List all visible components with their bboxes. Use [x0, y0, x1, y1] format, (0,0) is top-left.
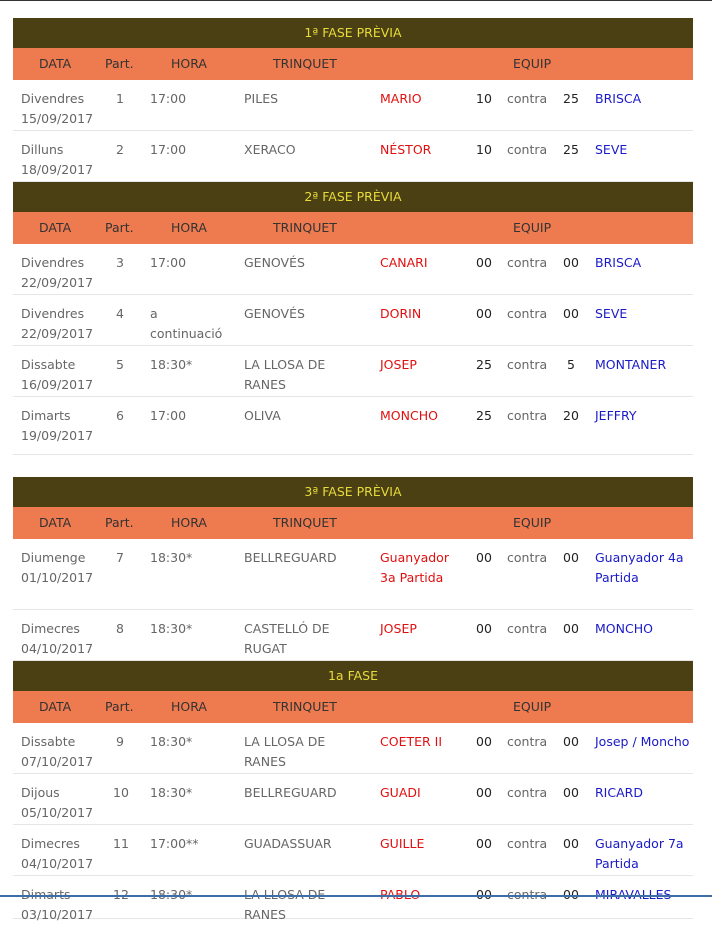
venue-cell: RANES: [244, 907, 286, 922]
time-cell: 17:00: [150, 408, 187, 423]
section-spacer: [13, 455, 693, 477]
versus-label: contra: [507, 255, 548, 270]
header-hora: HORA: [171, 56, 207, 71]
score-away: 5: [567, 357, 575, 372]
date-value: 18/09/2017: [21, 162, 94, 177]
score-away: 00: [563, 306, 579, 321]
table-row: [13, 610, 693, 661]
team-away: Guanyador 4a Partida: [595, 550, 684, 585]
time-cell: 17:00: [150, 142, 187, 157]
phase-title: 1a FASE: [13, 661, 693, 691]
date-value: 15/09/2017: [21, 111, 94, 126]
team-home: GUILLE: [380, 836, 425, 851]
score-away: 00: [563, 734, 579, 749]
versus-label: contra: [507, 785, 548, 800]
table-row: [13, 539, 693, 610]
table-row: [13, 723, 693, 774]
date-value: 01/10/2017: [21, 570, 94, 585]
score-home: 00: [476, 836, 492, 851]
table-row: [13, 244, 693, 295]
versus-label: contra: [507, 306, 548, 321]
time-cell: 17:00: [150, 91, 187, 106]
date-cell: [21, 304, 101, 344]
day-name: Dijous: [21, 785, 60, 800]
time-cell: 17:00: [150, 255, 187, 270]
versus-label: contra: [507, 91, 548, 106]
phase-title: 2ª FASE PRÈVIA: [13, 182, 693, 212]
header-equip: EQUIP: [513, 515, 552, 530]
time-cell: 18:30*: [150, 785, 193, 800]
team-home: DORIN: [380, 306, 422, 321]
date-cell: [21, 406, 101, 446]
versus-label: contra: [507, 836, 548, 851]
date-cell: [21, 253, 101, 293]
column-header: [13, 212, 693, 244]
header-data: DATA: [39, 56, 72, 71]
day-name: Dissabte: [21, 734, 76, 749]
date-value: 22/09/2017: [21, 275, 94, 290]
venue-cell: BELLREGUARD: [244, 550, 337, 565]
header-trinquet: TRINQUET: [273, 699, 337, 714]
column-header: [13, 691, 693, 723]
score-home: 10: [476, 91, 492, 106]
header-hora: HORA: [171, 515, 207, 530]
date-value: 04/10/2017: [21, 641, 94, 656]
header-part: Part.: [105, 515, 134, 530]
score-away: 00: [563, 785, 579, 800]
date-cell: [21, 619, 101, 659]
versus-label: contra: [507, 142, 548, 157]
team-away: RICARD: [595, 785, 643, 800]
top-border: [0, 0, 712, 1]
score-away: 00: [563, 550, 579, 565]
header-hora: HORA: [171, 699, 207, 714]
team-home: GUADI: [380, 785, 421, 800]
header-equip: EQUIP: [513, 699, 552, 714]
time-cell: 18:30*: [150, 734, 193, 749]
table-row: [13, 397, 693, 455]
team-home: MONCHO: [380, 408, 438, 423]
versus-label: contra: [507, 621, 548, 636]
team-home: NÉSTOR: [380, 142, 432, 157]
schedule-table: [13, 18, 693, 922]
table-row: [13, 774, 693, 825]
table-row: [13, 825, 693, 876]
date-value: 03/10/2017: [21, 907, 94, 922]
venue-cell: GENOVÉS: [244, 255, 305, 270]
score-home: 00: [476, 306, 492, 321]
part-cell: 1: [116, 91, 124, 106]
phase-title: 3ª FASE PRÈVIA: [13, 477, 693, 507]
team-away: SEVE: [595, 306, 628, 321]
date-value: 19/09/2017: [21, 428, 94, 443]
score-home: 00: [476, 255, 492, 270]
header-part: Part.: [105, 699, 134, 714]
team-away: MONTANER: [595, 357, 667, 372]
table-row: [13, 131, 693, 182]
part-cell: 8: [116, 621, 124, 636]
team-home: JOSEP: [380, 357, 417, 372]
column-header: [13, 507, 693, 539]
header-equip: EQUIP: [513, 220, 552, 235]
day-name: Divendres: [21, 255, 85, 270]
header-trinquet: TRINQUET: [273, 220, 337, 235]
date-cell: [21, 783, 101, 823]
score-away: 00: [563, 255, 579, 270]
score-home: 00: [476, 621, 492, 636]
part-cell: 9: [116, 734, 124, 749]
score-away: 25: [563, 142, 579, 157]
team-home: Guanyador 3a Partida: [380, 550, 449, 585]
team-away: Josep / Moncho: [595, 734, 690, 749]
score-home: 10: [476, 142, 492, 157]
venue-cell: CASTELLÓ DE RUGAT: [244, 621, 330, 656]
venue-cell: XERACO: [244, 142, 296, 157]
table-row: [13, 295, 693, 346]
time-cell: 18:30*: [150, 550, 193, 565]
team-home: COETER II: [380, 734, 443, 749]
part-cell: 11: [113, 836, 129, 851]
venue-cell: LA LLOSA DE RANES: [244, 357, 326, 392]
part-cell: 7: [116, 550, 124, 565]
part-cell: 10: [113, 785, 129, 800]
time-cell: 18:30*: [150, 357, 193, 372]
date-cell: [21, 732, 101, 772]
part-cell: 5: [116, 357, 124, 372]
day-name: Dimecres: [21, 621, 80, 636]
score-home: 00: [476, 785, 492, 800]
score-home: 00: [476, 734, 492, 749]
versus-label: contra: [507, 550, 548, 565]
time-cell: a continuació: [150, 306, 223, 341]
score-home: 00: [476, 550, 492, 565]
date-cell: [21, 355, 101, 395]
date-cell: [21, 885, 101, 925]
team-home: MARIO: [380, 91, 422, 106]
date-value: 16/09/2017: [21, 377, 94, 392]
day-name: Divendres: [21, 306, 85, 321]
column-header: [13, 48, 693, 80]
versus-label: contra: [507, 408, 548, 423]
score-home: 25: [476, 357, 492, 372]
team-away: BRISCA: [595, 255, 642, 270]
table-row: [13, 80, 693, 131]
venue-cell: BELLREGUARD: [244, 785, 337, 800]
team-away: JEFFRY: [595, 408, 637, 423]
date-value: 22/09/2017: [21, 326, 94, 341]
venue-cell: GUADASSUAR: [244, 836, 332, 851]
versus-label: contra: [507, 357, 548, 372]
part-cell: 6: [116, 408, 124, 423]
team-away: SEVE: [595, 142, 628, 157]
versus-label: contra: [507, 734, 548, 749]
date-value: 07/10/2017: [21, 754, 94, 769]
venue-cell: LA LLOSA DE RANES: [244, 734, 326, 769]
team-away: Guanyador 7a Partida: [595, 836, 684, 871]
team-away: BRISCA: [595, 91, 642, 106]
time-cell: 18:30*: [150, 621, 193, 636]
part-cell: 2: [116, 142, 124, 157]
team-home: CANARI: [380, 255, 428, 270]
date-value: 05/10/2017: [21, 805, 94, 820]
day-name: Dissabte: [21, 357, 76, 372]
team-home: JOSEP: [380, 621, 417, 636]
date-value: 04/10/2017: [21, 856, 94, 871]
header-trinquet: TRINQUET: [273, 56, 337, 71]
venue-cell: PILES: [244, 91, 279, 106]
venue-cell: GENOVÉS: [244, 306, 305, 321]
table-row: [13, 346, 693, 397]
day-name: Dimarts: [21, 408, 71, 423]
header-trinquet: TRINQUET: [273, 515, 337, 530]
header-part: Part.: [105, 56, 134, 71]
header-data: DATA: [39, 515, 72, 530]
phase-title: 1ª FASE PRÈVIA: [13, 18, 693, 48]
day-name: Divendres: [21, 91, 85, 106]
header-data: DATA: [39, 220, 72, 235]
header-data: DATA: [39, 699, 72, 714]
day-name: Diumenge: [21, 550, 86, 565]
date-cell: [21, 140, 101, 180]
day-name: Dimecres: [21, 836, 80, 851]
score-away: 25: [563, 91, 579, 106]
date-cell: [21, 89, 101, 129]
team-away: MONCHO: [595, 621, 653, 636]
header-part: Part.: [105, 220, 134, 235]
part-cell: 3: [116, 255, 124, 270]
part-cell: 4: [116, 306, 124, 321]
time-cell: 17:00**: [150, 836, 199, 851]
score-home: 25: [476, 408, 492, 423]
venue-cell: OLIVA: [244, 408, 281, 423]
score-away: 00: [563, 621, 579, 636]
header-equip: EQUIP: [513, 56, 552, 71]
table-row: [13, 876, 693, 922]
score-away: 00: [563, 836, 579, 851]
date-cell: [21, 834, 101, 874]
score-away: 20: [563, 408, 579, 423]
day-name: Dilluns: [21, 142, 64, 157]
date-cell: [21, 548, 101, 588]
header-hora: HORA: [171, 220, 207, 235]
